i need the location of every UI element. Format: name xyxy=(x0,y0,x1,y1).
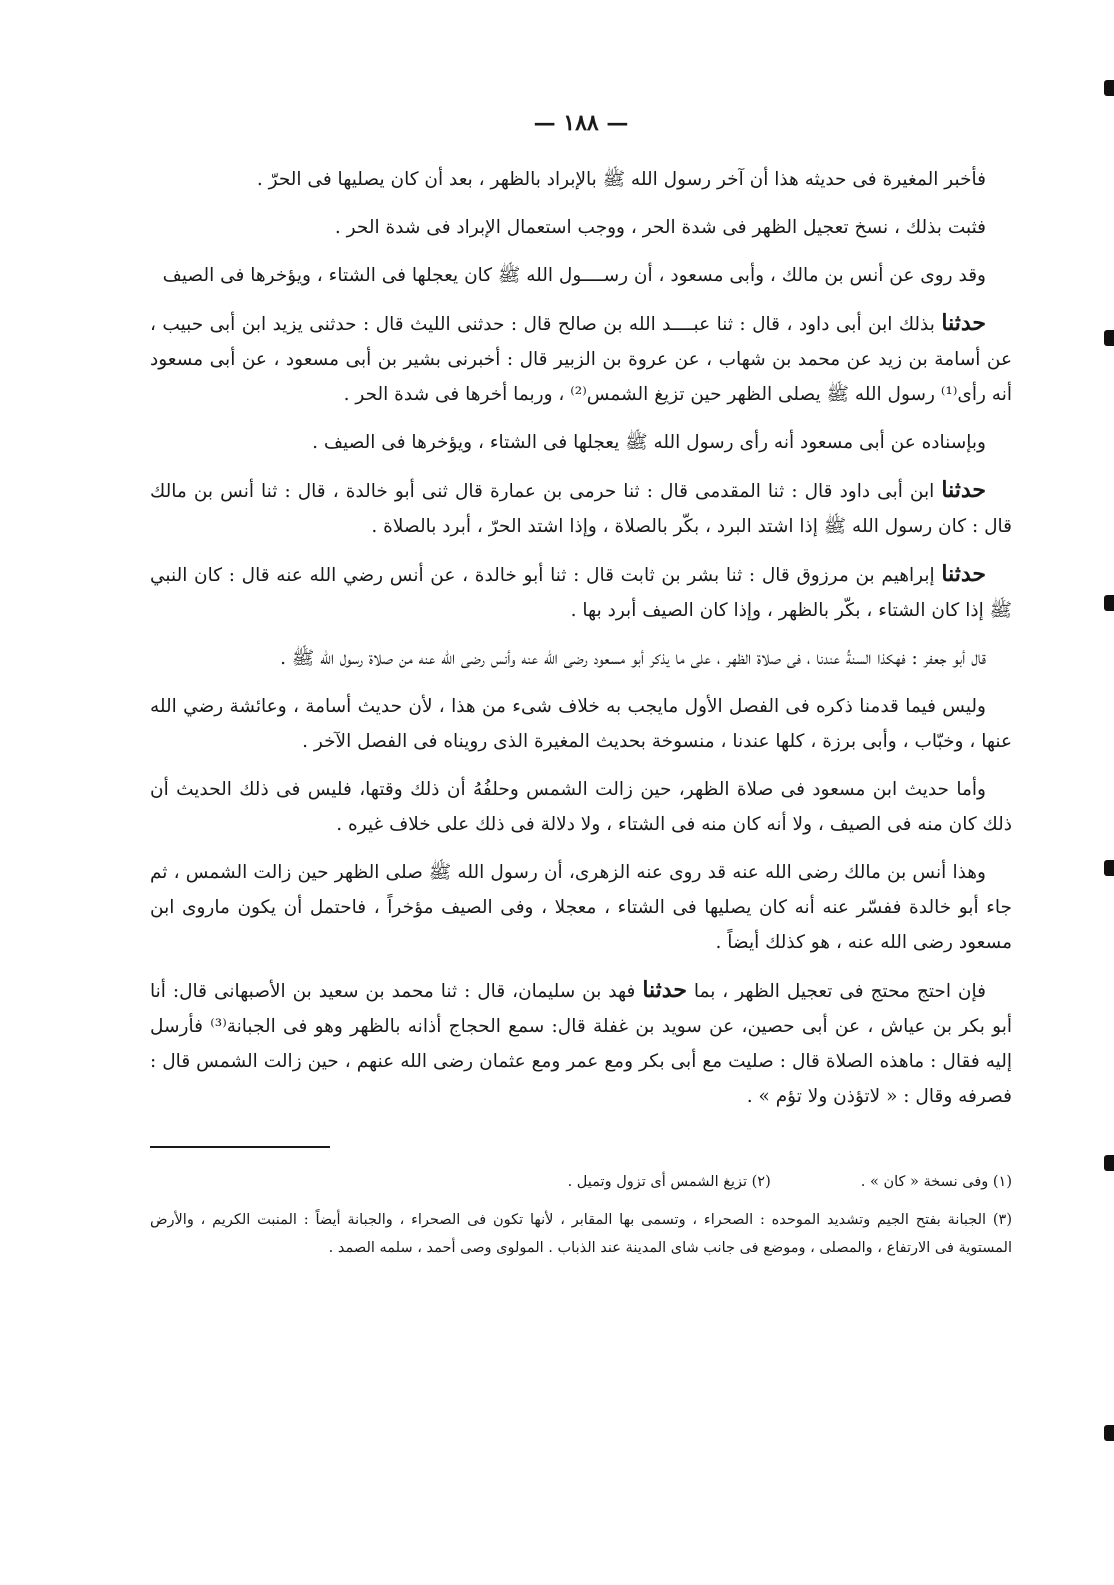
hadith-keyword: حدثنا xyxy=(642,977,687,1003)
paragraph-text: فأخبر المغيرة فى حديثه هذا أن آخر رسول الله ﷺ بالإبراد بالظهر ، بعد أن كان يصليها فى الحرّ . xyxy=(256,169,986,190)
paragraph xyxy=(150,855,1012,960)
paragraph-text: وهذا أنس بن مالك رضى الله عنه قد روى عنه الزهرى، أن رسول الله ﷺ صلى الظهر حين زالت الشمس ، ثم جاء أبو خالدة ففسّر عنه أنه كان يصليها فى الشتاء ، معجلا ، وفى الصيف مؤخراً ، فاحتمل أن يكون ماروى ابن مسعود رضى الله عنه ، هو كذلك أيضاً . xyxy=(150,862,1012,953)
paragraph-text: وقد روى عن أنس بن مالك ، وأبى مسعود ، أن رســــول الله ﷺ كان يعجلها فى الشتاء ، ويؤخرها فى الصيف xyxy=(162,265,986,286)
paragraph-text: ابن أبى داود قال : ثنا المقدمى قال : ثنا حرمى بن عمارة قال ثنى أبو خالدة ، قال : ثنا أنس بن مالك قال : كان رسول الله ﷺ إذا اشتد البرد ، بكّر بالصلاة ، وإذا اشتد الحرّ ، أبرد بالصلاة . xyxy=(150,481,1012,537)
paragraph-text: وأما حديث ابن مسعود فى صلاة الظهر، حين زالت الشمس وحلفُهُ أن ذلك وقتها، فليس فى ذلك الحديث أن ذلك كان منه فى الصيف ، ولا أنه كان منه فى الشتاء ، ولا دلالة فى ذلك على خلاف غيره . xyxy=(150,779,1012,835)
paragraph-text: فإن احتج محتج فى تعجيل الظهر ، بما xyxy=(693,981,986,1002)
paragraph-text: فثبت بذلك ، نسخ تعجيل الظهر فى شدة الحر ، ووجب استعمال الإبراد فى شدة الحر . xyxy=(334,217,986,238)
footnote-1: (١) وفى نسخة « كان » . xyxy=(860,1174,1012,1190)
paragraph-text: إبراهيم بن مرزوق قال : ثنا بشر بن ثابت قال : ثنا أبو خالدة ، عن أنس رضي الله عنه قال : كان النبي ﷺ إذا كان الشتاء ، بكّر بالظهر ، وإذا كان الصيف أبرد بها . xyxy=(150,565,1012,621)
paragraph xyxy=(150,973,1012,1114)
paragraph-text: فهد بن سليمان، قال : ثنا محمد بن سعيد بن الأصبهانى قال: أنا أبو بكر بن عياش ، عن أبى حصين، عن سويد بن غفلة قال: سمع الحجاج أذانه بالظهر وهو فى الجبانة⁽³⁾ فأرسل إليه فقال : ماهذه الصلاة قال : صليت مع أبى بكر ومع عمر ومع عثمان رضى الله عنهم ، حين زالت الشمس قال : فصرفه وقال : « لاتؤذن ولا تؤم » . xyxy=(150,981,1012,1107)
paragraph xyxy=(150,641,1012,676)
paragraph xyxy=(150,162,1012,197)
paragraph-text: وبإسناده عن أبى مسعود أنه رأى رسول الله ﷺ يعجلها فى الشتاء ، ويؤخرها فى الصيف . xyxy=(312,432,986,453)
paragraph xyxy=(150,306,1012,412)
paragraph-text: قال أبو جعفر : فهكذا السنةُ عندنا ، فى صلاة الظهر ، على ما يذكر أبو مسعود رضى الله عنه وأنس رضى الله عنه من صلاة رسول الله ﷺ . xyxy=(280,648,986,669)
paragraph xyxy=(150,689,1012,759)
paragraph xyxy=(150,425,1012,460)
hadith-keyword: حدثنا xyxy=(941,310,986,336)
page-number: — ١٨٨ — xyxy=(533,110,629,136)
edge-mark xyxy=(1104,595,1114,611)
paragraph-text: وليس فيما قدمنا ذكره فى الفصل الأول مايجب به خلاف شىء من هذا ، لأن حديث أسامة ، وعائشة رضي الله عنها ، وخبّاب ، وأبى برزة ، كلها عندنا ، منسوخة بحديث المغيرة الذى رويناه فى الفصل الآخر . xyxy=(150,696,1012,752)
edge-mark xyxy=(1104,860,1114,876)
footnote-2: (٢) تزيغ الشمس أى تزول وتميل . xyxy=(567,1174,771,1190)
footnote-3: (٣) الجبانة بفتح الجيم وتشديد الموحده : الصحراء ، وتسمى بها المقابر ، لأنها تكون فى الصحراء ، والجبانة أيضاً : المنبت الكريم ، والأرض المستوية فى الارتفاع ، والمصلى ، وموضع فى جانب شاى المدينة عند الذباب . المولوى وصى أحمد ، سلمه الصمد . xyxy=(150,1212,1012,1256)
edge-mark xyxy=(1104,1155,1114,1171)
hadith-keyword: حدثنا xyxy=(941,561,986,587)
paragraph xyxy=(150,210,1012,245)
edge-mark xyxy=(1104,1425,1114,1441)
paragraph xyxy=(150,473,1012,544)
edge-mark xyxy=(1104,330,1114,346)
paragraph xyxy=(150,557,1012,628)
paragraph xyxy=(150,772,1012,842)
edge-mark xyxy=(1104,80,1114,96)
footnote-separator xyxy=(150,1146,1012,1148)
paragraph-text: بذلك ابن أبى داود ، قال : ثنا عبــــد الله بن صالح قال : حدثنى الليث قال : حدثنى يزيد ابن أبى حبيب ، عن أسامة بن زيد عن محمد بن شهاب ، عن عروة بن الزبير قال : أخبرنى بشير بن أبى مسعود ، عن أبى مسعود أنه رأى⁽¹⁾ رسول الله ﷺ يصلى الظهر حين تزيغ الشمس⁽²⁾ ، وربما أخرها فى شدة الحر . xyxy=(150,314,1012,405)
paragraph xyxy=(150,258,1012,293)
footnote-row xyxy=(150,1168,1012,1196)
hadith-keyword: حدثنا xyxy=(941,477,986,503)
book-page xyxy=(150,110,1012,1262)
